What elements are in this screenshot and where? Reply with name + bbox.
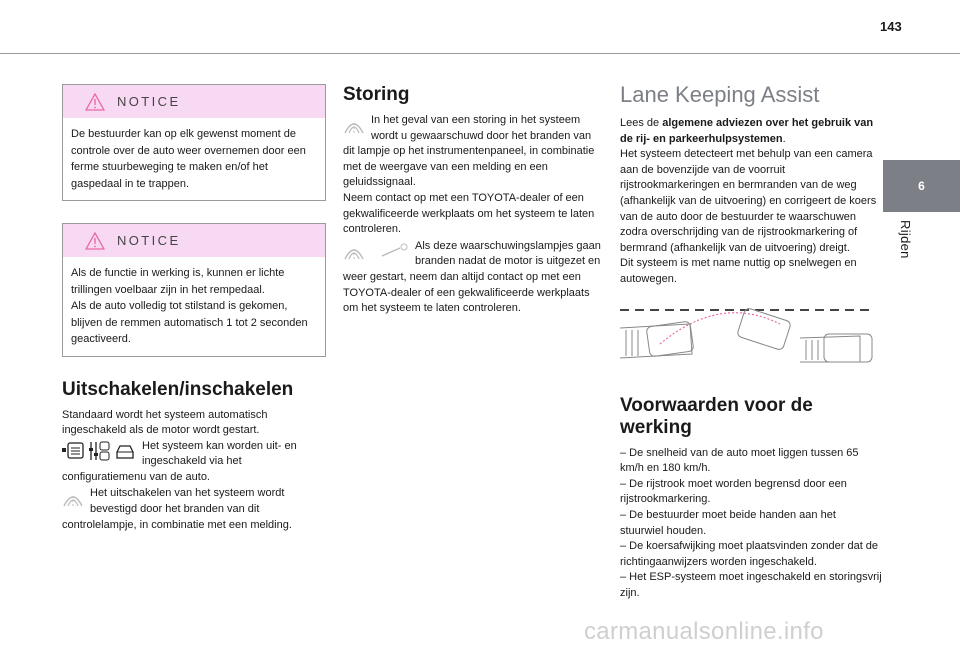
section-heading-disable: Uitschakelen/inschakelen [62, 378, 294, 400]
list-item: – De bestuurder moet beide handen aan het stuurwiel houden. [620, 508, 836, 537]
notice-header [63, 85, 325, 118]
top-rule [0, 53, 960, 54]
warning-triangle-icon [85, 93, 105, 111]
list-item: – De snelheid van de auto moet liggen tussen 65 km/h en 180 km/h. [620, 446, 859, 475]
lane-warning-lamp-icon [343, 240, 365, 262]
notice-title: NOTICE [117, 94, 181, 109]
section-heading-fault: Storing [343, 84, 410, 105]
paragraph-config [62, 439, 326, 486]
section-heading-conditions: Voorwaarden voor de werking [620, 394, 813, 438]
paragraph-contact: Neem contact op met een TOYOTA-dealer of een gekwalificeerde werkplaats om het systeem te laten controleren. [343, 191, 595, 236]
paragraph-intro: Lees de algemene adviezen over het gebruik van de rij- en parkeerhulpsystemen. [620, 117, 874, 145]
notice-line-2: Als de auto volledig tot stilstand is gekomen, blijven de remmen automatisch 1 tot 2 seconden geactiveerd. [71, 300, 308, 345]
paragraph-fault [343, 113, 605, 191]
paragraph-restart [343, 239, 605, 317]
notice-text [63, 257, 325, 356]
paragraph-detect: Het systeem detecteert met behulp van een camera aan de bovenzijde van de voorruit rijstrookmarkeringen en bermranden van de weg (afhankelijk van de uitvoering) en corrigeert de koers van de auto door de bestuurder te waarschuwen zodra overschrijding van de rijstrookmarkering of bermrand (afhankelijk van de uitvoering) dreigt. [620, 148, 877, 254]
chapter-label: Rijden [898, 220, 913, 259]
lane-warning-lamp-icon [343, 114, 365, 136]
lane-warning-lamp-icon [62, 487, 84, 509]
notice-box-1 [62, 84, 326, 201]
fault-text: In het geval van een storing in het systeem wordt u gewaarschuwd door het branden van dit lampje op het instrumentenpaneel, in combinatie met de weergave van een melding en een geluidssignaal. [343, 114, 595, 189]
watermark-footer: carmanualsonline.info [584, 618, 824, 645]
page-number: 143 [880, 19, 902, 34]
restart-text: Als deze waarschuwingslampjes gaan branden nadat de motor is uitgezet en weer gestart, neem dan altijd contact op met een TOYOTA-dealer of een gekwalificeerde werkplaats om het systeem te laten controleren. [343, 239, 601, 315]
paragraph-useful: Dit systeem is met name nuttig op snelwegen en autowegen. [620, 257, 857, 285]
menu-screen-icon [62, 440, 84, 462]
column-middle [343, 84, 605, 317]
section-heading-lka: Lane Keeping Assist [620, 82, 820, 107]
car-front-icon [114, 440, 136, 462]
config-text: Het systeem kan worden uit- en ingeschakeld via het configuratiemenu van de auto. [62, 439, 297, 483]
list-item: – Het ESP-systeem moet ingeschakeld en storingsvrij zijn. [620, 571, 882, 599]
chapter-tab[interactable]: 6 [883, 160, 960, 212]
notice-box-2 [62, 223, 326, 357]
confirm-text: Het uitschakelen van het systeem wordt bevestigd door het branden van dit controlelampje, in combinatie met een melding. [62, 487, 292, 531]
wrench-icon [369, 240, 409, 262]
settings-sliders-icon [88, 440, 110, 462]
notice-text: De bestuurder kan op elk gewenst moment de controle over de auto weer overnemen door een ferme stuurbeweging te maken en/of het gaspedaal in te trappen. [71, 128, 306, 190]
paragraph-default: Standaard wordt het systeem automatisch ingeschakeld als de motor wordt gestart. [62, 408, 268, 437]
config-icons [62, 440, 136, 462]
intro-link-text: algemene adviezen over het gebruik van de rij- en parkeerhulpsystemen [620, 117, 874, 145]
column-right [620, 84, 882, 601]
list-item: – De rijstrook moet worden begrensd door een rijstrookmarkering. [620, 477, 847, 506]
notice-title: NOTICE [117, 233, 181, 248]
column-left [62, 84, 326, 533]
conditions-list [620, 446, 882, 602]
list-item: – De koersafwijking moet plaatsvinden zonder dat de richtingaanwijzers worden ingeschakeld. [620, 540, 879, 568]
notice-line-1: Als de functie in werking is, kunnen er lichte trillingen voelbaar zijn in het rempedaal. [71, 267, 285, 296]
lane-keeping-illustration [620, 304, 874, 368]
paragraph-confirm [62, 486, 326, 533]
notice-header [63, 224, 325, 257]
warning-triangle-icon [85, 232, 105, 250]
